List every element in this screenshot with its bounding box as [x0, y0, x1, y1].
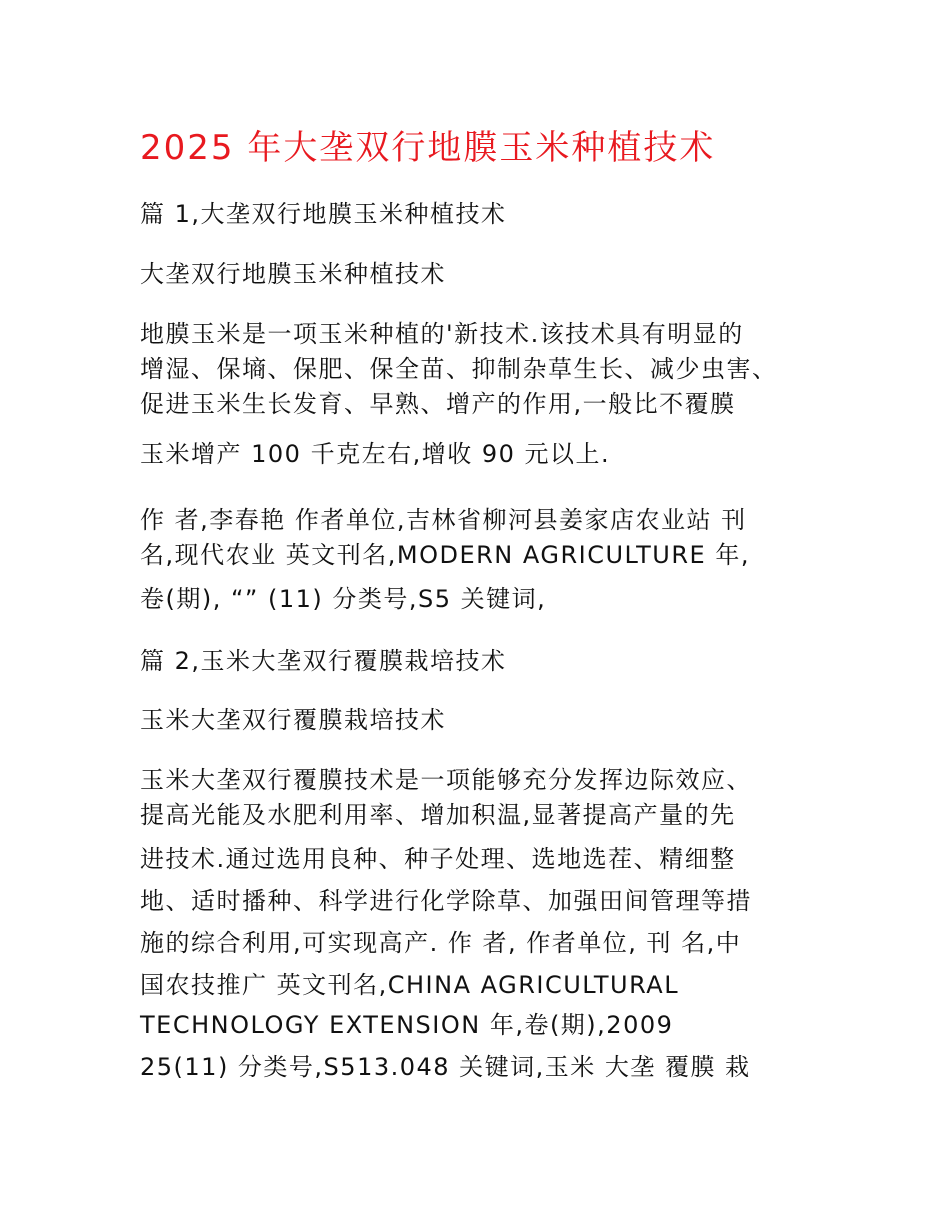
section1-subheading: 大垄双行地膜玉米种植技术 [140, 260, 446, 288]
section1-meta-line: 卷(期), “” (11) 分类号,S5 关键词, [140, 585, 547, 613]
section2-subheading: 玉米大垄双行覆膜栽培技术 [140, 706, 446, 734]
section2-paragraph-line: 地、适时播种、科学进行化学除草、加强田间管理等措 [140, 887, 752, 915]
section1-paragraph-line: 玉米增产 100 千克左右,增收 90 元以上. [140, 440, 611, 468]
section1-paragraph-line: 促进玉米生长发育、早熟、增产的作用,一般比不覆膜 [140, 390, 736, 418]
section1-paragraph-line: 增湿、保墒、保肥、保全苗、抑制杂草生长、减少虫害、 [140, 355, 778, 383]
section1-heading: 篇 1,大垄双行地膜玉米种植技术 [140, 200, 507, 228]
section2-paragraph-line: 国农技推广 英文刊名,CHINA AGRICULTURAL [140, 971, 680, 999]
section2-paragraph-line: TECHNOLOGY EXTENSION 年,卷(期),2009 [140, 1011, 674, 1039]
section1-meta-line: 作 者,李春艳 作者单位,吉林省柳河县姜家店农业站 刊 [140, 506, 747, 534]
section1-meta-line: 名,现代农业 英文刊名,MODERN AGRICULTURE 年, [140, 541, 750, 569]
section2-paragraph-line: 玉米大垄双行覆膜技术是一项能够充分发挥边际效应、 [140, 766, 752, 794]
section1-paragraph-line: 地膜玉米是一项玉米种植的'新技术.该技术具有明显的 [140, 320, 744, 348]
section2-paragraph-line: 提高光能及水肥利用率、增加积温,显著提高产量的先 [140, 801, 736, 829]
section2-paragraph-line: 25(11) 分类号,S513.048 关键词,玉米 大垄 覆膜 栽 [140, 1053, 751, 1081]
document-title: 2025 年大垄双行地膜玉米种植技术 [140, 128, 716, 168]
section2-heading: 篇 2,玉米大垄双行覆膜栽培技术 [140, 647, 507, 675]
section2-paragraph-line: 施的综合利用,可实现高产. 作 者, 作者单位, 刊 名,中 [140, 929, 742, 957]
section2-paragraph-line: 进技术.通过选用良种、种子处理、选地选茬、精细整 [140, 845, 736, 873]
